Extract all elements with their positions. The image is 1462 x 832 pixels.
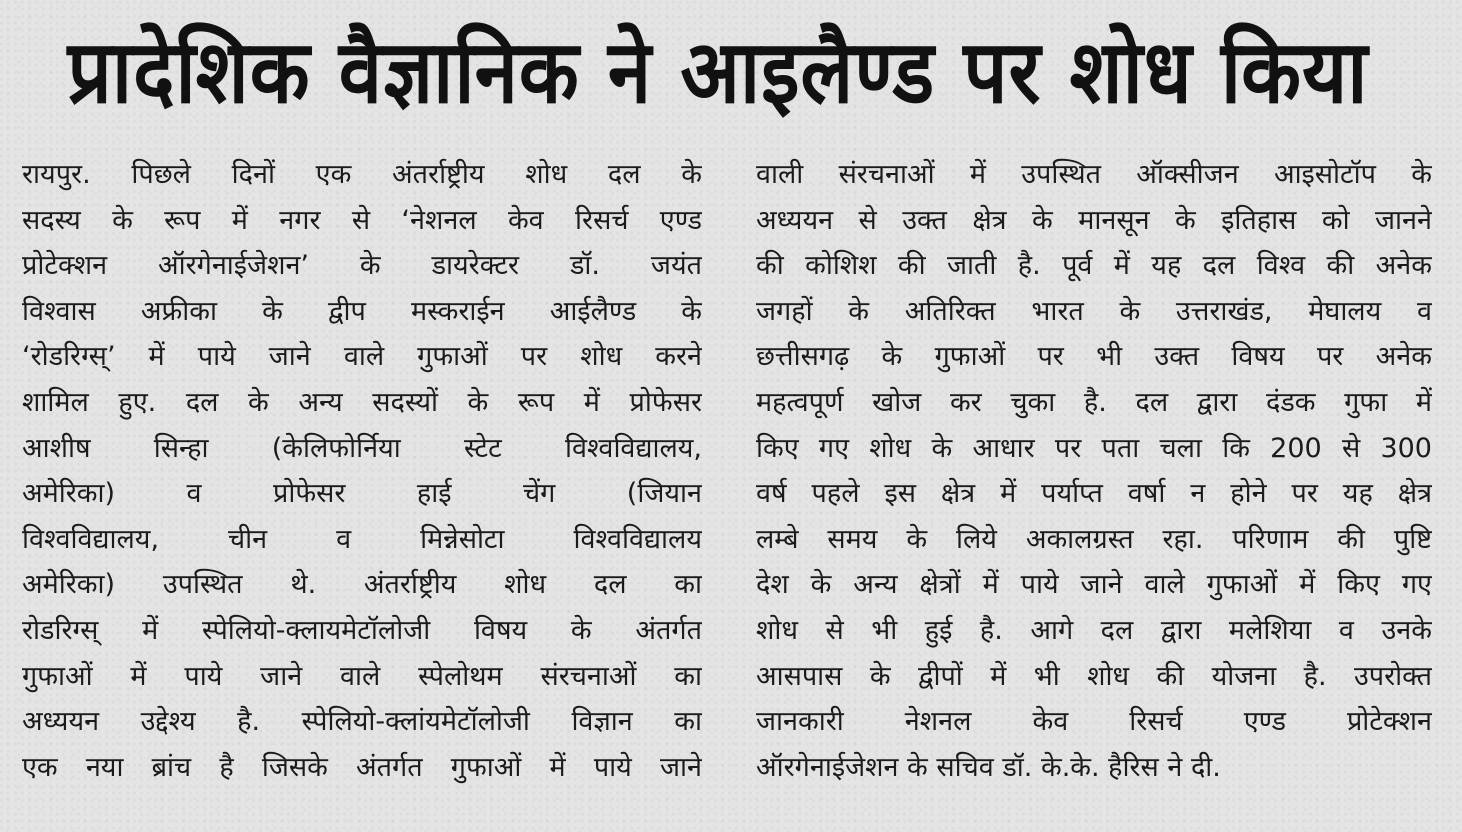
text-line: लम्बे समय के लिये अकालग्रस्त रहा. परिणाम की पुष्टि: [756, 523, 1432, 555]
text-line: महत्वपूर्ण खोज कर चुका है. दल द्वारा दंडक गुफा में: [756, 386, 1432, 418]
text-line: वर्ष पहले इस क्षेत्र में पर्याप्त वर्षा न होने पर यह क्षेत्र: [756, 478, 1432, 510]
text-line: शामिल हुए. दल के अन्य सदस्यों के रूप में प्रोफेसर: [22, 386, 702, 418]
text-line: छत्तीसगढ़ के गुफाओं पर भी उक्त विषय पर अनेक: [756, 341, 1432, 373]
text-line: जानकारी नेशनल केव रिसर्च एण्ड प्रोटेक्शन: [756, 706, 1432, 738]
text-line: अमेरिका) व प्रोफेसर हाई चेंग (जियान: [22, 478, 702, 510]
text-line: जगहों के अतिरिक्त भारत के उत्तराखंड, मेघालय व: [756, 295, 1432, 327]
text-line: अध्ययन उद्देश्य है. स्पेलियो-क्लांयमेटॉलोजी विज्ञान का: [22, 706, 702, 738]
text-line: ‘रोडरिग्स्’ में पाये जाने वाले गुफाओं पर शोध करने: [22, 341, 702, 373]
text-line: एक नया ब्रांच है जिसके अंतर्गत गुफाओं में पाये जाने: [22, 751, 702, 783]
text-line: विश्वास अफ्रीका के द्वीप मस्कराईन आईलैण्ड के: [22, 295, 702, 327]
text-line: गुफाओं में पाये जाने वाले स्पेलोथम संरचनाओं का: [22, 660, 702, 692]
text-line: रायपुर. पिछले दिनों एक अंतर्राष्ट्रीय शोध दल के: [22, 159, 702, 190]
text-line: रोडरिग्स् में स्पेलियो-क्लायमेटॉलोजी विषय के अंतर्गत: [22, 614, 702, 646]
text-line: अमेरिका) उपस्थित थे. अंतर्राष्ट्रीय शोध दल का: [22, 569, 702, 601]
article-column-left: [22, 152, 702, 820]
text-line: ऑरगेनाईजेशन के सचिव डॉ. के.के. हैरिस ने दी.: [756, 751, 1221, 783]
text-line: आशीष सिन्हा (केलिफोर्निया स्टेट विश्वविद्यालय,: [22, 432, 702, 464]
text-line: देश के अन्य क्षेत्रों में पाये जाने वाले गुफाओं में किए गए: [756, 569, 1432, 601]
text-line: की कोशिश की जाती है. पूर्व में यह दल विश्व की अनेक: [756, 250, 1432, 282]
text-line: विश्वविद्यालय, चीन व मिन्नेसोटा विश्वविद्यालय: [22, 523, 702, 555]
text-line: प्रोटेक्शन ऑरगेनाईजेशन’ के डायरेक्टर डॉ. जयंत: [22, 250, 702, 282]
article-column-right: [756, 152, 1432, 820]
text-line: सदस्य के रूप में नगर से ‘नेशनल केव रिसर्च एण्ड: [22, 204, 702, 236]
text-line: अध्ययन से उक्त क्षेत्र के मानसून के इतिहास को जानने: [756, 204, 1432, 236]
text-line: किए गए शोध के आधार पर पता चला कि 200 से 300: [756, 432, 1432, 464]
headline: प्रादेशिक वैज्ञानिक ने आइलैण्ड पर शोध किया: [67, 22, 1369, 124]
text-line: आसपास के द्वीपों में भी शोध की योजना है. उपरोक्त: [756, 660, 1432, 692]
text-line: वाली संरचनाओं में उपस्थित ऑक्सीजन आइसोटॉप के: [756, 159, 1432, 190]
text-line: शोध से भी हुई है. आगे दल द्वारा मलेशिया व उनके: [756, 614, 1432, 646]
